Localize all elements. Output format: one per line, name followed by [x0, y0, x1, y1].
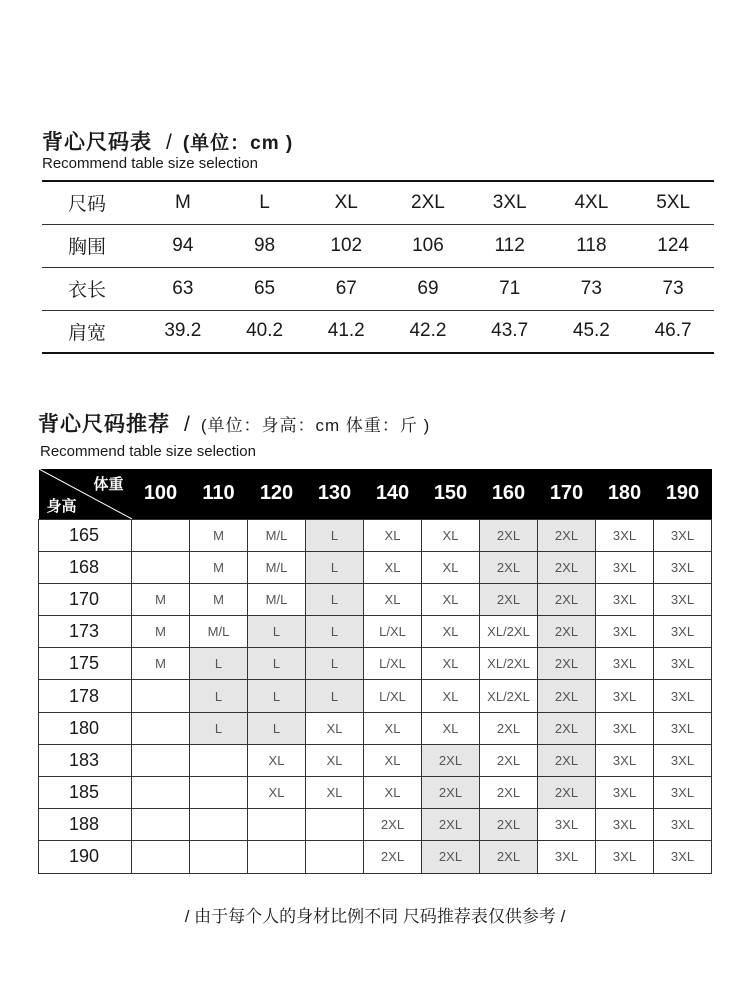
height-label-cell: 168	[39, 551, 132, 583]
size-chart-title-block	[42, 126, 293, 156]
size-recommend-cell	[190, 744, 248, 776]
size-chart-cell: 4XL	[551, 181, 633, 224]
size-recommend-cell: M	[190, 583, 248, 615]
size-recommend-cell: XL/2XL	[480, 616, 538, 648]
size-recommend-cell: L	[306, 616, 364, 648]
size-chart-cell: 42.2	[387, 310, 469, 353]
size-recommend-cell: 2XL	[538, 744, 596, 776]
size-chart-cell: 118	[551, 224, 633, 267]
size-chart-cell: 67	[305, 267, 387, 310]
size-chart-cell: M	[142, 181, 224, 224]
height-row	[39, 551, 712, 583]
size-recommend-cell: 3XL	[596, 583, 654, 615]
size-recommend-cell: 2XL	[422, 809, 480, 841]
size-recommend-cell: L	[248, 712, 306, 744]
size-recommend-cell	[190, 777, 248, 809]
size-recommend-cell: M/L	[248, 519, 306, 551]
size-recommend-cell	[190, 809, 248, 841]
size-chart-cell: 106	[387, 224, 469, 267]
size-recommend-cell: L	[190, 680, 248, 712]
size-recommend-cell: 2XL	[538, 616, 596, 648]
size-chart-cell: 63	[142, 267, 224, 310]
size-recommend-cell: 2XL	[422, 841, 480, 873]
weight-header-cell: 180	[596, 469, 654, 519]
size-chart-cell: 98	[224, 224, 306, 267]
size-chart-cell: 43.7	[469, 310, 551, 353]
size-recommend-cell: XL	[364, 583, 422, 615]
size-recommend-cell: 2XL	[364, 841, 422, 873]
size-recommend-cell: 3XL	[596, 777, 654, 809]
size-recommend-cell: 2XL	[480, 583, 538, 615]
height-label-cell: 178	[39, 680, 132, 712]
size-recommend-cell: 3XL	[596, 680, 654, 712]
size-chart-cell: 41.2	[305, 310, 387, 353]
size-recommend-cell: 2XL	[480, 712, 538, 744]
size-recommend-table	[38, 469, 712, 874]
height-row	[39, 744, 712, 776]
size-recommend-cell	[306, 809, 364, 841]
size-recommend-cell: L	[248, 648, 306, 680]
size-chart-row-label: 衣长	[42, 267, 142, 310]
size-recommend-cell: L/XL	[364, 616, 422, 648]
recommend-unit: (单位：身高：cm 体重：斤 )	[200, 416, 431, 435]
size-recommend-cell	[132, 777, 190, 809]
size-recommend-cell: L/XL	[364, 680, 422, 712]
size-chart-cell: L	[224, 181, 306, 224]
size-recommend-cell: 2XL	[538, 648, 596, 680]
size-recommend-cell: M/L	[248, 551, 306, 583]
size-recommend-cell: 2XL	[480, 551, 538, 583]
size-recommend-cell: XL	[422, 519, 480, 551]
weight-header-cell: 110	[190, 469, 248, 519]
size-recommend-cell: 3XL	[654, 777, 712, 809]
size-recommend-cell: 2XL	[480, 777, 538, 809]
weight-header-cell: 150	[422, 469, 480, 519]
size-recommend-cell: L	[248, 616, 306, 648]
size-recommend-cell: M/L	[248, 583, 306, 615]
size-recommend-cell: XL	[422, 616, 480, 648]
size-recommend-cell	[248, 841, 306, 873]
height-label-cell: 185	[39, 777, 132, 809]
size-recommend-cell: 2XL	[480, 519, 538, 551]
size-chart-cell: 112	[469, 224, 551, 267]
height-label-cell: 180	[39, 712, 132, 744]
size-recommend-cell: 2XL	[538, 712, 596, 744]
size-chart-cell: 73	[632, 267, 714, 310]
size-recommend-cell: L	[306, 519, 364, 551]
height-row	[39, 648, 712, 680]
size-chart-row	[42, 267, 714, 310]
size-recommend-cell: 2XL	[480, 841, 538, 873]
size-recommend-cell: XL	[364, 777, 422, 809]
size-recommend-cell: 3XL	[596, 551, 654, 583]
size-recommend-cell: 3XL	[596, 519, 654, 551]
size-chart-cell: 2XL	[387, 181, 469, 224]
size-recommend-cell: L/XL	[364, 648, 422, 680]
weight-header-cell: 160	[480, 469, 538, 519]
size-recommend-cell	[132, 841, 190, 873]
size-recommend-cell: 3XL	[596, 744, 654, 776]
size-chart-cell: 5XL	[632, 181, 714, 224]
height-row	[39, 809, 712, 841]
size-recommend-cell: M	[190, 519, 248, 551]
size-recommend-cell: 3XL	[596, 809, 654, 841]
size-recommend-cell	[132, 744, 190, 776]
size-recommend-cell: XL	[422, 551, 480, 583]
size-chart-cell: 69	[387, 267, 469, 310]
size-recommend-cell: 2XL	[538, 680, 596, 712]
size-recommend-cell: 2XL	[538, 551, 596, 583]
size-recommend-cell: L	[306, 680, 364, 712]
weight-header-cell: 140	[364, 469, 422, 519]
size-recommend-cell: 3XL	[654, 648, 712, 680]
size-recommend-cell: L	[190, 712, 248, 744]
size-recommend-cell: M	[132, 648, 190, 680]
size-recommend-cell: 2XL	[480, 809, 538, 841]
size-recommend-cell: 2XL	[538, 777, 596, 809]
size-recommend-cell: XL	[306, 744, 364, 776]
size-recommend-cell: XL	[248, 777, 306, 809]
recommend-title: 背心尺码推荐	[38, 413, 170, 436]
weight-header-cell: 190	[654, 469, 712, 519]
size-recommend-cell	[132, 519, 190, 551]
height-axis-label: 身高	[46, 497, 77, 515]
size-recommend-cell: 2XL	[364, 809, 422, 841]
size-recommend-cell: 3XL	[596, 616, 654, 648]
size-chart-row	[42, 181, 714, 224]
size-recommend-cell	[248, 809, 306, 841]
height-label-cell: 165	[39, 519, 132, 551]
weight-header-row	[39, 469, 712, 519]
weight-header-cell: 100	[132, 469, 190, 519]
size-chart-cell: 40.2	[224, 310, 306, 353]
size-recommend-cell: M/L	[190, 616, 248, 648]
size-chart-cell: XL	[305, 181, 387, 224]
size-chart-cell: 71	[469, 267, 551, 310]
height-row	[39, 519, 712, 551]
size-recommend-cell: 3XL	[596, 648, 654, 680]
title-separator: /	[166, 131, 173, 154]
height-row	[39, 583, 712, 615]
size-recommend-cell: L	[248, 680, 306, 712]
size-recommend-cell: XL	[364, 551, 422, 583]
size-recommend-cell: 3XL	[654, 616, 712, 648]
height-row	[39, 616, 712, 648]
height-label-cell: 190	[39, 841, 132, 873]
size-chart-cell: 46.7	[632, 310, 714, 353]
size-recommend-cell: XL	[248, 744, 306, 776]
size-chart-cell: 102	[305, 224, 387, 267]
size-chart-cell: 73	[551, 267, 633, 310]
weight-header-cell: 170	[538, 469, 596, 519]
size-chart-cell: 39.2	[142, 310, 224, 353]
weight-axis-label: 体重	[93, 476, 124, 493]
recommend-subtitle: Recommend table size selection	[40, 443, 256, 460]
size-chart-cell: 94	[142, 224, 224, 267]
size-recommend-cell: XL	[422, 680, 480, 712]
size-chart-table	[42, 180, 714, 354]
size-recommend-cell: M	[132, 583, 190, 615]
size-chart-unit: (单位：cm )	[182, 133, 294, 154]
size-recommend-cell: L	[306, 583, 364, 615]
size-recommend-cell: XL	[364, 712, 422, 744]
size-recommend-cell: 3XL	[596, 712, 654, 744]
size-recommend-cell: 3XL	[654, 744, 712, 776]
height-row	[39, 777, 712, 809]
size-chart-cell: 3XL	[469, 181, 551, 224]
size-recommend-cell: XL	[422, 648, 480, 680]
size-recommend-cell	[132, 680, 190, 712]
size-recommend-cell: 3XL	[654, 680, 712, 712]
size-chart-row-label: 肩宽	[42, 310, 142, 353]
size-chart-row	[42, 224, 714, 267]
height-label-cell: 183	[39, 744, 132, 776]
height-label-cell: 175	[39, 648, 132, 680]
size-recommend-cell: M	[132, 616, 190, 648]
size-recommend-cell: L	[306, 648, 364, 680]
height-label-cell: 188	[39, 809, 132, 841]
size-recommend-cell: XL/2XL	[480, 680, 538, 712]
size-recommend-cell: XL	[422, 712, 480, 744]
size-recommend-cell: XL	[364, 744, 422, 776]
size-recommend-cell: XL	[306, 712, 364, 744]
size-recommend-cell: XL/2XL	[480, 648, 538, 680]
size-recommend-cell: 3XL	[538, 809, 596, 841]
size-recommend-cell	[306, 841, 364, 873]
size-chart-row-label: 胸围	[42, 224, 142, 267]
size-recommend-cell: 3XL	[654, 809, 712, 841]
title-separator: /	[184, 413, 191, 436]
size-recommend-cell: 2XL	[538, 583, 596, 615]
size-recommend-cell: 3XL	[654, 841, 712, 873]
size-chart-title: 背心尺码表	[42, 131, 152, 154]
size-recommend-cell	[132, 551, 190, 583]
size-chart-subtitle: Recommend table size selection	[42, 155, 258, 172]
size-recommend-cell: L	[190, 648, 248, 680]
size-recommend-cell: XL	[422, 583, 480, 615]
size-recommend-cell: M	[190, 551, 248, 583]
size-recommend-cell: 2XL	[538, 519, 596, 551]
size-recommend-cell: 3XL	[654, 519, 712, 551]
size-recommend-cell: XL	[364, 519, 422, 551]
corner-header-cell	[39, 469, 132, 519]
size-chart-row	[42, 310, 714, 353]
size-chart-cell: 65	[224, 267, 306, 310]
recommend-title-block	[38, 408, 430, 438]
size-chart-cell: 45.2	[551, 310, 633, 353]
height-row	[39, 680, 712, 712]
size-recommend-cell: 2XL	[480, 744, 538, 776]
size-recommend-cell: 3XL	[538, 841, 596, 873]
size-recommend-cell: 2XL	[422, 777, 480, 809]
size-recommend-cell: 3XL	[654, 712, 712, 744]
height-row	[39, 712, 712, 744]
size-recommend-cell	[132, 712, 190, 744]
size-recommend-cell	[190, 841, 248, 873]
size-recommend-cell: L	[306, 551, 364, 583]
size-recommend-cell	[132, 809, 190, 841]
size-chart-row-label: 尺码	[42, 181, 142, 224]
size-recommend-cell: XL	[306, 777, 364, 809]
footer-note: / 由于每个人的身材比例不同 尺码推荐表仅供参考 /	[184, 907, 566, 926]
weight-header-cell: 130	[306, 469, 364, 519]
size-recommend-cell: 3XL	[596, 841, 654, 873]
size-recommend-cell: 2XL	[422, 744, 480, 776]
size-chart-cell: 124	[632, 224, 714, 267]
size-recommend-cell: 3XL	[654, 551, 712, 583]
height-row	[39, 841, 712, 873]
size-recommend-cell: 3XL	[654, 583, 712, 615]
height-label-cell: 170	[39, 583, 132, 615]
height-label-cell: 173	[39, 616, 132, 648]
weight-header-cell: 120	[248, 469, 306, 519]
